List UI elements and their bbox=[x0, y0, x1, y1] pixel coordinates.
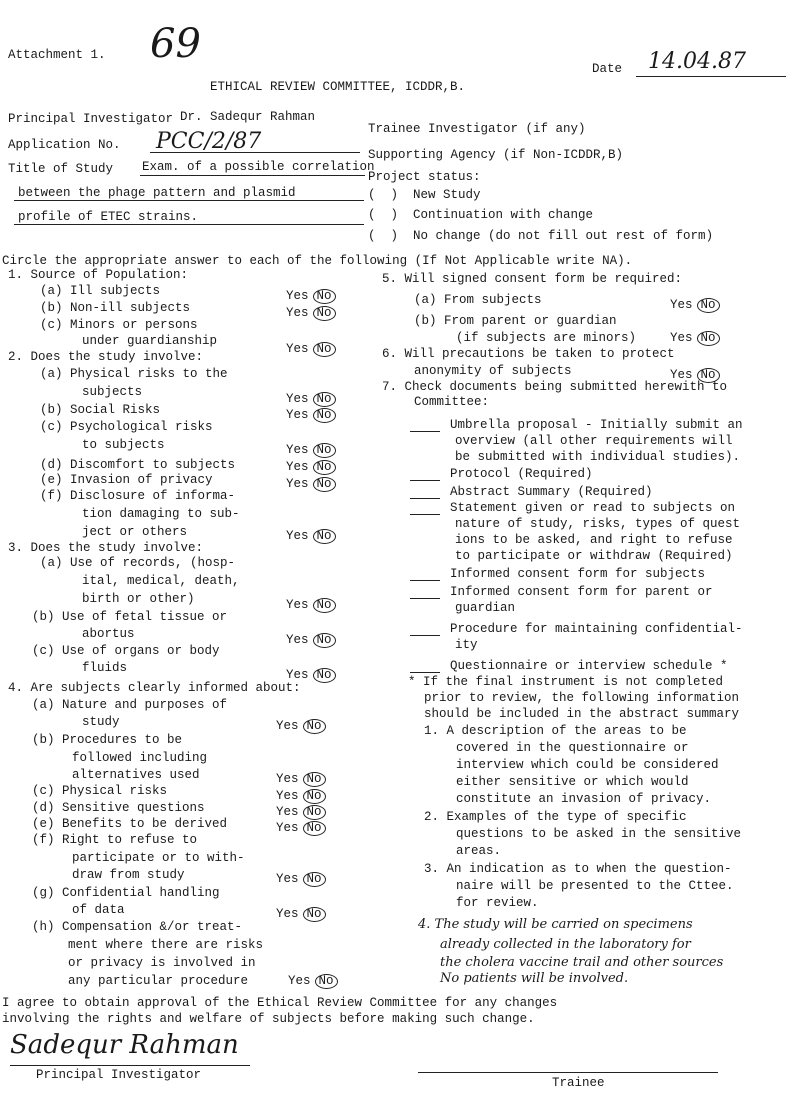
pi-signature-line bbox=[10, 1065, 250, 1066]
question-2a-cont: subjects bbox=[82, 385, 143, 399]
question-4h: (h) Compensation &/or treat- bbox=[32, 920, 243, 934]
question-6: 6. Will precautions be taken to protect bbox=[382, 347, 675, 361]
question-4g-cont: of data bbox=[72, 903, 125, 917]
doc-consent-guardian: Informed consent form for parent or bbox=[410, 585, 713, 599]
question-2c: (c) Psychological risks bbox=[40, 420, 213, 434]
question-2e: (e) Invasion of privacy bbox=[40, 473, 213, 487]
note-line-2: prior to review, the following information bbox=[424, 691, 740, 705]
question-6-cont: anonymity of subjects bbox=[414, 364, 572, 378]
answer-5a: Yes No bbox=[670, 298, 720, 313]
question-3c-cont: fluids bbox=[82, 661, 128, 675]
doc-abstract: Abstract Summary (Required) bbox=[410, 485, 653, 499]
question-4c: (c) Physical risks bbox=[32, 784, 168, 798]
doc-umbrella-cont-2: be submitted with individual studies). bbox=[455, 450, 741, 464]
doc-umbrella: Umbrella proposal - Initially submit an bbox=[410, 418, 743, 432]
question-7-cont: Committee: bbox=[414, 395, 490, 409]
doc-confidentiality: Procedure for maintaining confidential- bbox=[410, 622, 743, 636]
trainee-signature-line bbox=[418, 1072, 718, 1073]
answer-2a: Yes No bbox=[286, 392, 336, 407]
question-3b: (b) Use of fetal tissue or bbox=[32, 610, 228, 624]
note-line-11: areas. bbox=[456, 844, 502, 858]
handwritten-note-2: already collected in the laboratory for bbox=[440, 937, 691, 952]
question-3: 3. Does the study involve: bbox=[8, 541, 204, 555]
question-4h-cont-3: any particular procedure bbox=[68, 974, 249, 988]
question-5b-cont: (if subjects are minors) bbox=[456, 331, 637, 345]
title-line-1: Exam. of a possible correlation bbox=[142, 160, 375, 174]
question-2a: (a) Physical risks to the bbox=[40, 367, 228, 381]
answer-4f: Yes No bbox=[276, 872, 326, 887]
question-4f-cont-1: participate or to with- bbox=[72, 851, 245, 865]
date-label: Date bbox=[592, 62, 623, 76]
answer-5b: Yes No bbox=[670, 331, 720, 346]
note-line-10: questions to be asked in the sensitive bbox=[456, 827, 742, 841]
answer-4a: Yes No bbox=[276, 719, 326, 734]
application-line bbox=[150, 152, 360, 153]
note-line-3: should be included in the abstract summary bbox=[424, 707, 740, 721]
doc-protocol: Protocol (Required) bbox=[410, 467, 593, 481]
title-line-3: profile of ETEC strains. bbox=[18, 210, 199, 224]
doc-consent-subjects: Informed consent form for subjects bbox=[410, 567, 705, 581]
title-underline-3 bbox=[14, 224, 364, 225]
title-underline-2 bbox=[14, 200, 364, 201]
question-1b: (b) Non-ill subjects bbox=[40, 301, 191, 315]
attachment-label: Attachment 1. bbox=[8, 48, 106, 62]
question-4a: (a) Nature and purposes of bbox=[32, 698, 228, 712]
answer-1c: Yes No bbox=[286, 342, 336, 357]
agreement-line-2: involving the rights and welfare of subjects before making such change. bbox=[2, 1012, 535, 1026]
committee-title: ETHICAL REVIEW COMMITTEE, ICDDR,B. bbox=[210, 80, 466, 94]
question-4a-cont: study bbox=[82, 715, 120, 729]
question-4f: (f) Right to refuse to bbox=[32, 833, 198, 847]
doc-statement-cont-2: ions to be asked, and right to refuse bbox=[455, 533, 733, 547]
question-2d: (d) Discomfort to subjects bbox=[40, 458, 236, 472]
question-4b-cont-1: followed including bbox=[72, 751, 208, 765]
answer-2b: Yes No bbox=[286, 408, 336, 423]
answer-4c: Yes No bbox=[276, 789, 326, 804]
pi-signature-label: Principal Investigator bbox=[36, 1068, 202, 1082]
application-label: Application No. bbox=[8, 138, 121, 152]
question-7: 7. Check documents being submitted herewith to bbox=[382, 380, 728, 394]
doc-statement: Statement given or read to subjects on bbox=[410, 501, 735, 515]
answer-1a: Yes No bbox=[286, 289, 336, 304]
question-3c: (c) Use of organs or body bbox=[32, 644, 220, 658]
project-status-label: Project status: bbox=[368, 170, 481, 184]
date-value: 14.04.87 bbox=[648, 49, 746, 74]
question-3a-cont-1: ital, medical, death, bbox=[82, 574, 240, 588]
title-underline-1 bbox=[140, 175, 365, 176]
note-line-6: interview which could be considered bbox=[456, 758, 719, 772]
question-4d: (d) Sensitive questions bbox=[32, 801, 205, 815]
question-4h-cont-2: or privacy is involved in bbox=[68, 956, 256, 970]
status-new-study: ( ) New Study bbox=[368, 188, 481, 202]
question-5: 5. Will signed consent form be required: bbox=[382, 272, 683, 286]
question-1a: (a) Ill subjects bbox=[40, 284, 161, 298]
note-line-14: for review. bbox=[456, 896, 539, 910]
question-2: 2. Does the study involve: bbox=[8, 350, 204, 364]
question-1c-cont: under guardianship bbox=[82, 334, 218, 348]
note-line-12: 3. An indication as to when the question- bbox=[424, 862, 732, 876]
pi-label: Principal Investigator bbox=[8, 112, 174, 126]
question-5a: (a) From subjects bbox=[414, 293, 542, 307]
status-no-change: ( ) No change (do not fill out rest of form) bbox=[368, 229, 714, 243]
answer-4h: Yes No bbox=[288, 974, 338, 989]
question-4g: (g) Confidential handling bbox=[32, 886, 220, 900]
answer-2c: Yes No bbox=[286, 443, 336, 458]
note-line-5: covered in the questionnaire or bbox=[456, 741, 689, 755]
note-line-1: * If the final instrument is not completed bbox=[408, 675, 724, 689]
status-continuation: ( ) Continuation with change bbox=[368, 208, 594, 222]
doc-consent-guardian-cont: guardian bbox=[455, 601, 516, 615]
question-5b: (b) From parent or guardian bbox=[414, 314, 617, 328]
note-line-9: 2. Examples of the type of specific bbox=[424, 810, 687, 824]
note-line-8: constitute an invasion of privacy. bbox=[456, 792, 712, 806]
title-label: Title of Study bbox=[8, 162, 114, 176]
question-4: 4. Are subjects clearly informed about: bbox=[8, 681, 301, 695]
answer-6: Yes No bbox=[670, 368, 720, 383]
note-line-7: either sensitive or which would bbox=[456, 775, 689, 789]
date-line bbox=[636, 76, 786, 77]
question-2c-cont: to subjects bbox=[82, 438, 165, 452]
pi-signature: Sadequr Rahman bbox=[10, 1030, 239, 1060]
answer-4g: Yes No bbox=[276, 907, 326, 922]
question-3b-cont: abortus bbox=[82, 627, 135, 641]
trainee-label: Trainee Investigator (if any) bbox=[368, 122, 586, 136]
answer-3a: Yes No bbox=[286, 598, 336, 613]
question-1c: (c) Minors or persons bbox=[40, 318, 198, 332]
doc-questionnaire: Questionnaire or interview schedule * bbox=[410, 659, 728, 673]
question-3a-cont-2: birth or other) bbox=[82, 592, 195, 606]
handwritten-note-3: the cholera vaccine trail and other sources bbox=[440, 955, 724, 970]
supporting-agency-label: Supporting Agency (if Non-ICDDR,B) bbox=[368, 148, 624, 162]
answer-1b: Yes No bbox=[286, 306, 336, 321]
question-2b: (b) Social Risks bbox=[40, 403, 161, 417]
question-4e: (e) Benefits to be derived bbox=[32, 817, 228, 831]
answer-2d: Yes No bbox=[286, 460, 336, 475]
agreement-line-1: I agree to obtain approval of the Ethical Review Committee for any changes bbox=[2, 996, 558, 1010]
question-4b: (b) Procedures to be bbox=[32, 733, 183, 747]
answer-3c: Yes No bbox=[286, 668, 336, 683]
question-2f-cont-1: tion damaging to sub- bbox=[82, 507, 240, 521]
handwritten-number: 69 bbox=[150, 21, 201, 67]
note-line-13: naire will be presented to the Cttee. bbox=[456, 879, 734, 893]
note-line-4: 1. A description of the areas to be bbox=[424, 724, 687, 738]
answer-3b: Yes No bbox=[286, 633, 336, 648]
doc-confidentiality-cont: ity bbox=[455, 638, 478, 652]
doc-umbrella-cont-1: overview (all other requirements will bbox=[455, 434, 733, 448]
question-2f: (f) Disclosure of informa- bbox=[40, 489, 236, 503]
answer-2f: Yes No bbox=[286, 529, 336, 544]
doc-statement-cont-1: nature of study, risks, types of quest bbox=[455, 517, 741, 531]
question-4b-cont-2: alternatives used bbox=[72, 768, 200, 782]
pi-value: Dr. Sadequr Rahman bbox=[180, 110, 316, 124]
trainee-signature-label: Trainee bbox=[552, 1076, 605, 1090]
doc-statement-cont-3: to participate or withdraw (Required) bbox=[455, 549, 733, 563]
question-3a: (a) Use of records, (hosp- bbox=[40, 556, 236, 570]
question-1: 1. Source of Population: bbox=[8, 268, 189, 282]
question-2f-cont-2: ject or others bbox=[82, 525, 188, 539]
question-4h-cont-1: ment where there are risks bbox=[68, 938, 264, 952]
handwritten-note-1: 4. The study will be carried on specimens bbox=[418, 917, 693, 932]
answer-4b: Yes No bbox=[276, 772, 326, 787]
question-4f-cont-2: draw from study bbox=[72, 868, 185, 882]
answer-4e: Yes No bbox=[276, 821, 326, 836]
title-line-2: between the phage pattern and plasmid bbox=[18, 186, 296, 200]
instruction: Circle the appropriate answer to each of the following (If Not Applicable write NA). bbox=[2, 254, 633, 268]
answer-4d: Yes No bbox=[276, 805, 326, 820]
application-value: PCC/2/87 bbox=[156, 129, 262, 154]
answer-2e: Yes No bbox=[286, 477, 336, 492]
handwritten-note-4: No patients will be involved. bbox=[440, 971, 629, 986]
